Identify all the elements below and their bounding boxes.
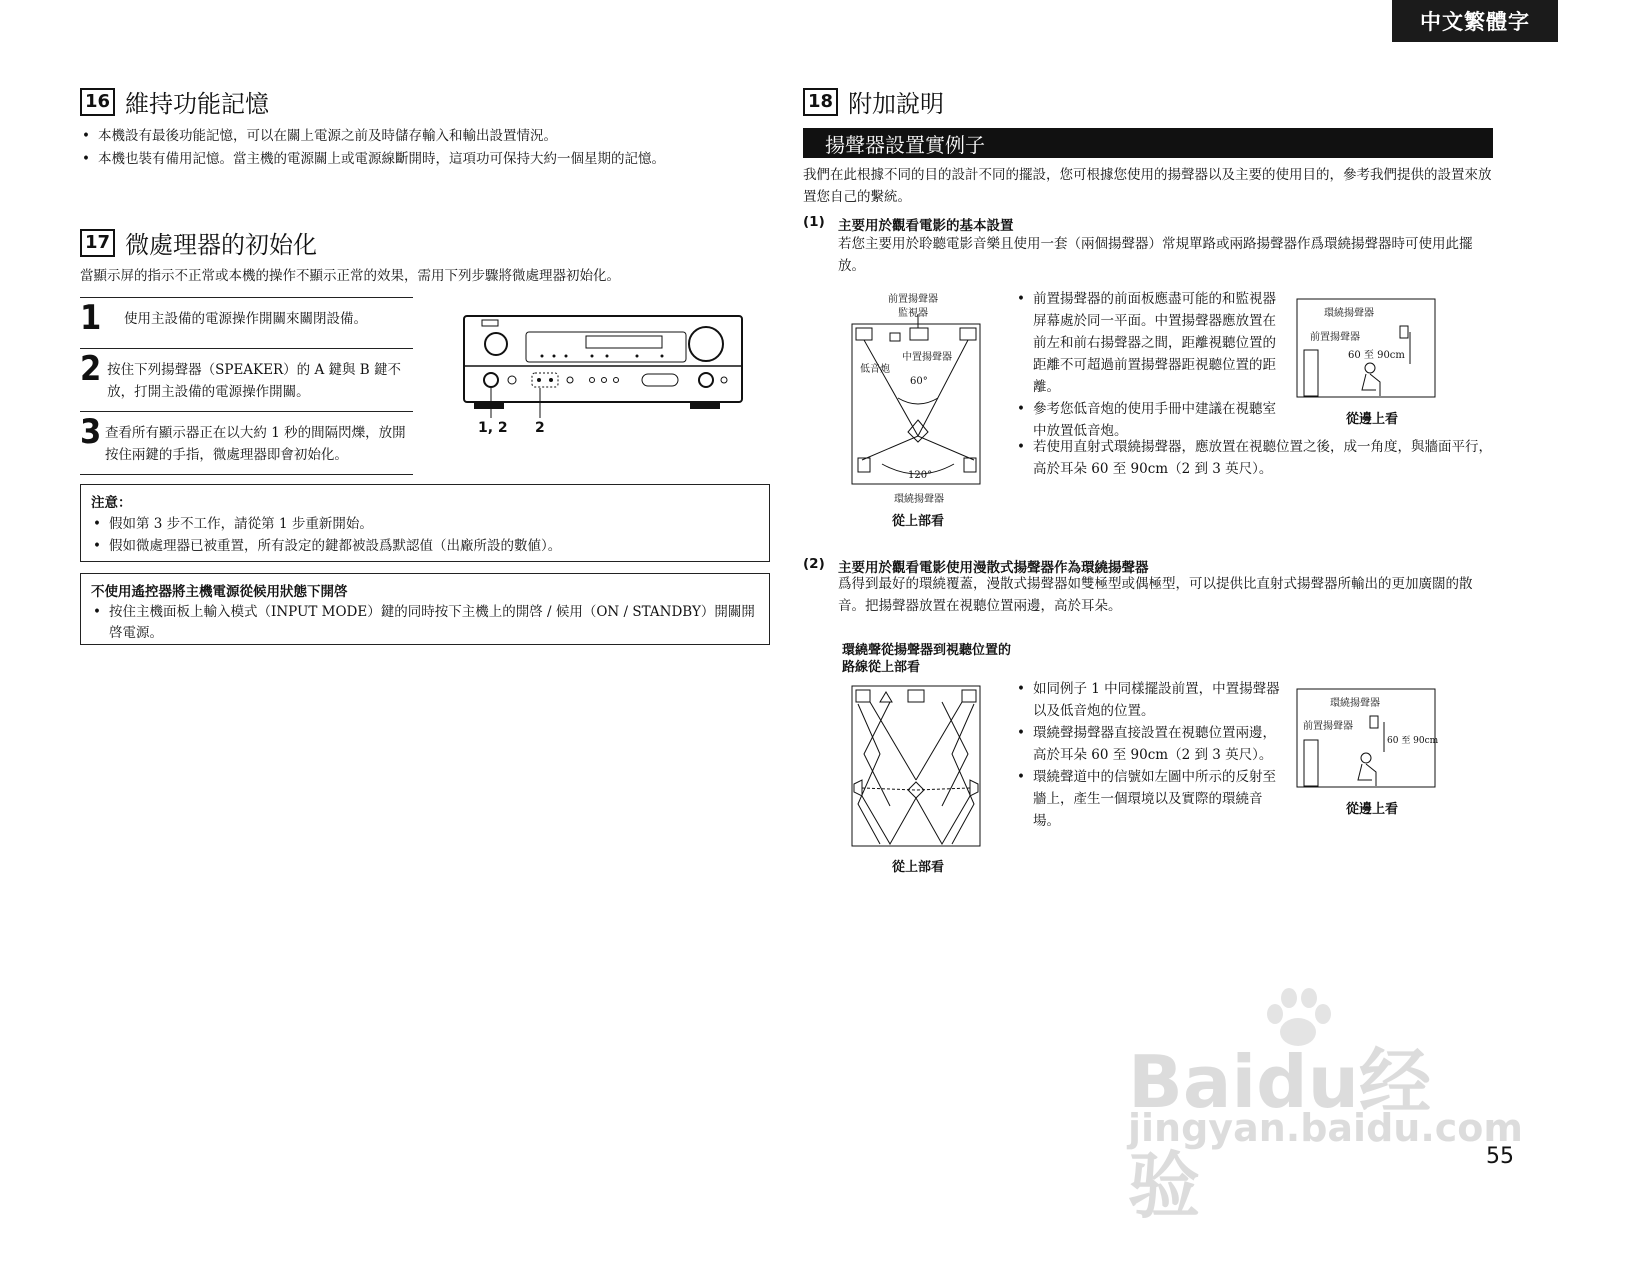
step-number: 3 xyxy=(80,412,102,452)
note-title: 注意： xyxy=(91,495,132,511)
example-1-desc: 若您主要用於聆聽電影音樂且使用一套（兩個揚聲器）常規單路或兩路揚聲器作爲環繞揚聲器時可使用此擺放。 xyxy=(838,236,1473,274)
list-item: • 按住主機面板上輸入模式（INPUT MODE）鍵的同時按下主機上的開啓 / 候用（ON / STANDBY）開關開啓電源。 xyxy=(91,602,759,644)
example-1-number: (1) xyxy=(803,214,825,230)
step-text: 查看所有顯示器正在以大約 1 秒的間隔閃爍，放開按住兩鍵的手指，微處理器即會初始化。 xyxy=(104,425,406,463)
section-16-bullets xyxy=(80,125,770,171)
side1-label-height: 60 至 90cm xyxy=(1348,350,1405,361)
caption-top-view-1: 從上部看 xyxy=(892,514,945,529)
list-item: • 前置揚聲器的前面板應盡可能的和監視器屏幕處於同一平面。中置揚聲器應放置在前左和前右揚聲器之間，距離視聽位置的距離不可超過前置揚聲器距視聽位置的距離。 xyxy=(1015,288,1285,398)
room-diagram-top-view-2 xyxy=(850,684,984,850)
remote-note-items xyxy=(91,602,759,644)
step-2 xyxy=(80,348,413,411)
language-tag: 中文繁體字 xyxy=(1392,0,1558,42)
section-16-heading xyxy=(80,84,269,119)
label-center-speaker: 中置揚聲器 xyxy=(902,352,952,363)
section-number: 16 xyxy=(80,88,115,116)
caption-side-view-1: 從邊上看 xyxy=(1346,412,1399,427)
section-18-bar: 揚聲器設置實例子 xyxy=(803,128,1493,158)
section-18-intro: 我們在此根據不同的目的設計不同的擺設，您可根據您使用的揚聲器以及主要的使用目的，參考我們提供的設置來放置您自己的繫統。 xyxy=(803,167,1492,205)
section-18-heading xyxy=(803,84,944,119)
remote-note-title: 不使用遙控器將主機電源從候用狀態下開啓 xyxy=(91,584,348,600)
note-box xyxy=(80,484,770,562)
list-item: • 環繞聲道中的信號如左圖中所示的反射至牆上，產生一個環境以及實際的環繞音場。 xyxy=(1015,766,1285,832)
label-angle-120: 120° xyxy=(908,470,933,481)
step-1 xyxy=(80,297,413,348)
watermark-url: jingyan.baidu.com xyxy=(1128,1106,1523,1150)
step-text: 按住下列揚聲器（SPEAKER）的 A 鍵與 B 鍵不放，打開主設備的電源操作開關。 xyxy=(107,362,401,400)
example-1-title: 主要用於觀看電影的基本設置 xyxy=(838,218,1014,234)
label-subwoofer: 低音炮 xyxy=(860,364,890,375)
note-items xyxy=(91,513,759,557)
example-1-bullets-short xyxy=(1015,288,1285,442)
example-1-bullets-long xyxy=(1015,436,1495,480)
caption-top-view-2: 從上部看 xyxy=(892,860,945,875)
example-2-title: 主要用於觀看電影使用漫散式揚聲器作為環繞揚聲器 xyxy=(838,560,1149,576)
caption-side-view-2: 從邊上看 xyxy=(1346,802,1399,817)
section-title: 微處理器的初始化 xyxy=(125,231,318,259)
example-2-diagram-title xyxy=(842,642,1011,676)
steps-list xyxy=(80,297,413,475)
list-item: • 假如微處理器已被重置，所有設定的鍵都被設爲默認值（出廠所設的數値）。 xyxy=(91,535,759,557)
remote-note-box xyxy=(80,573,770,645)
page-number: 55 xyxy=(1486,1144,1514,1169)
section-number: 17 xyxy=(80,229,115,257)
list-item: • 本機也裝有備用記憶。當主機的電源關上或電源線斷開時，這項功可保持大約一個星期的記憶。 xyxy=(80,148,770,171)
callout-label-2: 2 xyxy=(535,420,545,436)
side2-label-front: 前置揚聲器 xyxy=(1303,721,1353,732)
side2-label-surround: 環繞揚聲器 xyxy=(1330,698,1380,709)
section-17-intro: 當顯示屏的指示不正常或本機的操作不顯示正常的效果，需用下列步驟將微處理器初始化。 xyxy=(80,268,620,284)
diagram-title-line: 環繞聲從揚聲器到視聽位置的 xyxy=(842,643,1012,658)
step-text: 使用主設備的電源操作開關來關閉設備。 xyxy=(124,311,367,327)
list-item: • 若使用直射式環繞揚聲器，應放置在視聽位置之後，成一角度，與牆面平行，高於耳朵 60 至 90cm（2 到 3 英尺）。 xyxy=(1015,436,1495,480)
label-front-speaker: 前置揚聲器 xyxy=(888,294,938,305)
example-2-bullets xyxy=(1015,678,1285,832)
list-item: • 如同例子 1 中同樣擺設前置，中置揚聲器以及低音炮的位置。 xyxy=(1015,678,1285,722)
diagram-title-line: 路線從上部看 xyxy=(842,660,921,675)
section-17-heading xyxy=(80,225,317,260)
list-item: • 參考您低音炮的使用手冊中建議在視聽室中放置低音炮。 xyxy=(1015,398,1285,442)
receiver-illustration xyxy=(462,314,774,444)
watermark-brand-part: Bai xyxy=(1128,1040,1257,1124)
label-monitor: 監視器 xyxy=(898,308,928,319)
side2-label-height: 60 至 90cm xyxy=(1387,736,1439,746)
example-2-desc: 爲得到最好的環繞覆蓋，漫散式揚聲器如雙極型或偶極型，可以提供比直射式揚聲器所輸出的更加廣闊的散音。把揚聲器放置在視聽位置兩邊，高於耳朵。 xyxy=(838,576,1473,614)
side1-label-front: 前置揚聲器 xyxy=(1310,332,1360,343)
step-number: 2 xyxy=(80,349,102,389)
list-item: • 本機設有最後功能記憶，可以在關上電源之前及時儲存輸入和輸出設置情況。 xyxy=(80,125,770,148)
watermark-brand-cn: 经验 xyxy=(1128,1040,1431,1228)
label-surround-speaker: 環繞揚聲器 xyxy=(894,494,944,505)
section-title: 維持功能記憶 xyxy=(125,90,270,118)
section-title: 附加說明 xyxy=(848,90,945,118)
step-3 xyxy=(80,411,413,474)
label-angle-60: 60° xyxy=(910,376,928,387)
list-item: • 環繞聲揚聲器直接設置在視聽位置兩邊，高於耳朵 60 至 90cm（2 到 3 英尺）。 xyxy=(1015,722,1285,766)
section-number: 18 xyxy=(803,88,838,116)
list-item: • 假如第 3 步不工作，請從第 1 步重新開始。 xyxy=(91,513,759,535)
watermark-brand-part: du xyxy=(1256,1040,1359,1124)
side1-label-surround: 環繞揚聲器 xyxy=(1324,308,1374,319)
step-number: 1 xyxy=(80,298,102,338)
example-2-number: (2) xyxy=(803,556,825,572)
callout-label-1-2: 1, 2 xyxy=(478,420,508,436)
